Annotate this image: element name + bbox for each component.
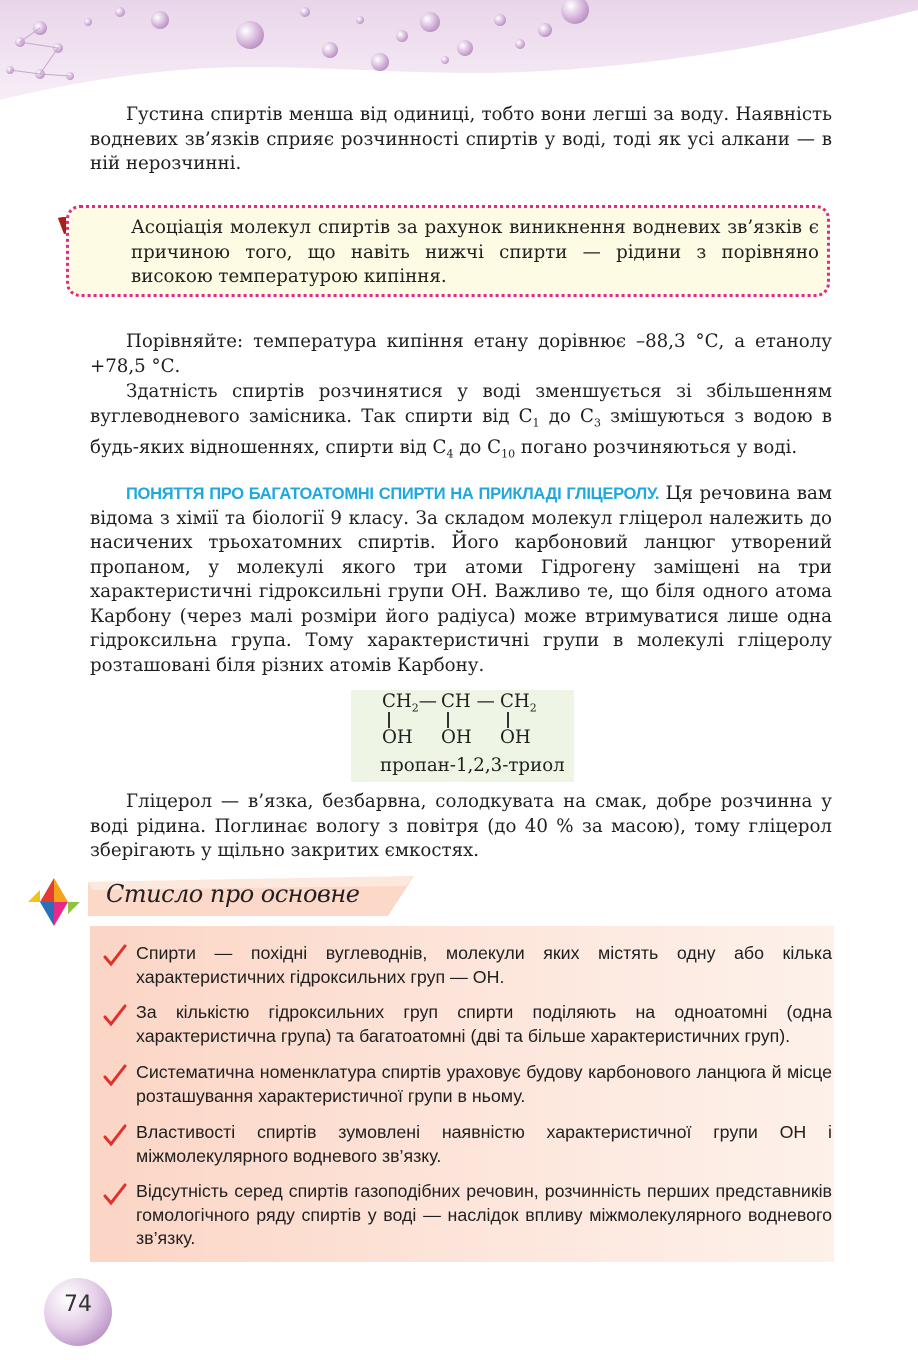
subscript: 3	[593, 416, 601, 430]
paragraph-glycerol	[90, 482, 832, 678]
subscript: 4	[446, 447, 454, 461]
solubility-text-b: до С	[539, 405, 594, 427]
callout-text: Асоціація молекул спиртів за рахунок виникнення водневих зв’язків є причиною того, що навіть нижчі спирти — рідини з порівняно високою температурою кипіння.	[131, 217, 819, 287]
check-icon	[103, 1004, 127, 1028]
ch2-text: CH	[382, 691, 412, 712]
bond-dash: —	[418, 691, 437, 712]
formula-oh-3: OH	[500, 727, 531, 748]
formula-oh-1: OH	[382, 727, 413, 748]
bubbles-banner	[0, 0, 918, 100]
subscript: 2	[529, 701, 537, 715]
paragraph-glycerol-properties: Гліцерол — в’язка, безбарвна, солодкувата на смак, добре розчинна у воді рідина. Поглинає вологу з повітря (до 40 % за масою), тому гліцерол зберігають у щільно закритих ємкостях.	[90, 791, 832, 861]
paragraph-solubility	[90, 380, 832, 467]
subscript: 10	[501, 447, 516, 461]
diamond-logo-icon	[26, 876, 82, 928]
paragraph-density: Густина спиртів менша від одиниці, тобто вони легші за воду. Наявність водневих зв’язків сприяє розчинності спиртів у воді, тоді як усі алкани — в ній нерозчинні.	[90, 104, 832, 174]
page-number: 74	[64, 1292, 92, 1317]
formula-ch2-left	[382, 690, 437, 721]
subscript: 1	[532, 416, 540, 430]
summary-item: Властивості спиртів зумовлені наявністю характеристичної групи ОН і міжмолекулярного водневого зв’язку.	[136, 1122, 832, 1166]
paragraph-compare: Порівняйте: температура кипіння етану дорівнює –88,3 °С, а етанолу +78,5 °С.	[90, 331, 832, 377]
solubility-text-e: погано розчиняються у воді.	[515, 436, 798, 458]
subscript: 2	[411, 701, 419, 715]
ch-text: CH	[441, 691, 471, 712]
glycerol-text: Ця речовина вам відома з хімії та біології 9 класу. За складом молекул гліцерол належить до насичених трьохатомних спиртів. Його карбоновий ланцюг утворений пропаном, у молекулі якого три атоми Гідрогену заміщені на три характеристичні гідроксильні групи ОН. Важливо те, що біля одного атома Карбону (через малі розміри його радіуса) може втримуватися лише одна гідроксильна група. Тому характеристичні групи в молекулі гліцеролу розташовані біля різних атомів Карбону.	[90, 483, 832, 676]
callout-box	[66, 205, 830, 297]
bond-dash: —	[476, 691, 495, 712]
formula-oh-2: OH	[441, 727, 472, 748]
solubility-text-a: Здатність спиртів розчинятися у воді зменшується зі збільшенням вуглеводневого замісника. Так спирти від С	[90, 381, 832, 427]
solubility-text-d: до С	[453, 436, 502, 458]
summary-item: Систематична номенклатура спиртів ураховує будову карбонового ланцюга й місце розташування характеристичної групи в ньому.	[136, 1062, 832, 1106]
check-icon	[103, 944, 127, 968]
summary-item: Відсутність серед спиртів газоподібних речовин, розчинність перших представників гомологічного ряду спиртів у воді — наслідок впливу міжмолекулярного водневого зв’язку.	[136, 1181, 832, 1248]
formula-name: пропан-1,2,3-триол	[380, 755, 565, 776]
section-heading: ПОНЯТТЯ ПРО БАГАТОАТОМНІ СПИРТИ НА ПРИКЛАДІ ГЛІЦЕРОЛУ.	[126, 485, 660, 503]
check-icon	[103, 1183, 127, 1207]
formula-ch2-right	[500, 690, 537, 721]
summary-title: Стисло про основне	[106, 880, 360, 908]
check-icon	[103, 1064, 127, 1088]
summary-item: За кількістю гідроксильних груп спирти поділяють на одноатомні (одна характеристична група) та багатоатомні (дві та більше характеристичних груп).	[136, 1002, 832, 1046]
formula-ch-mid	[441, 690, 495, 714]
ch2-text: CH	[500, 691, 530, 712]
summary-item: Спирти — похідні вуглеводнів, молекули яких містять одну або кілька характеристичних гідроксильних груп — ОН.	[136, 943, 832, 987]
check-icon	[103, 1124, 127, 1148]
solubility-text-c: змішуються з водою в будь-яких відношеннях, спирти від С	[90, 405, 832, 458]
